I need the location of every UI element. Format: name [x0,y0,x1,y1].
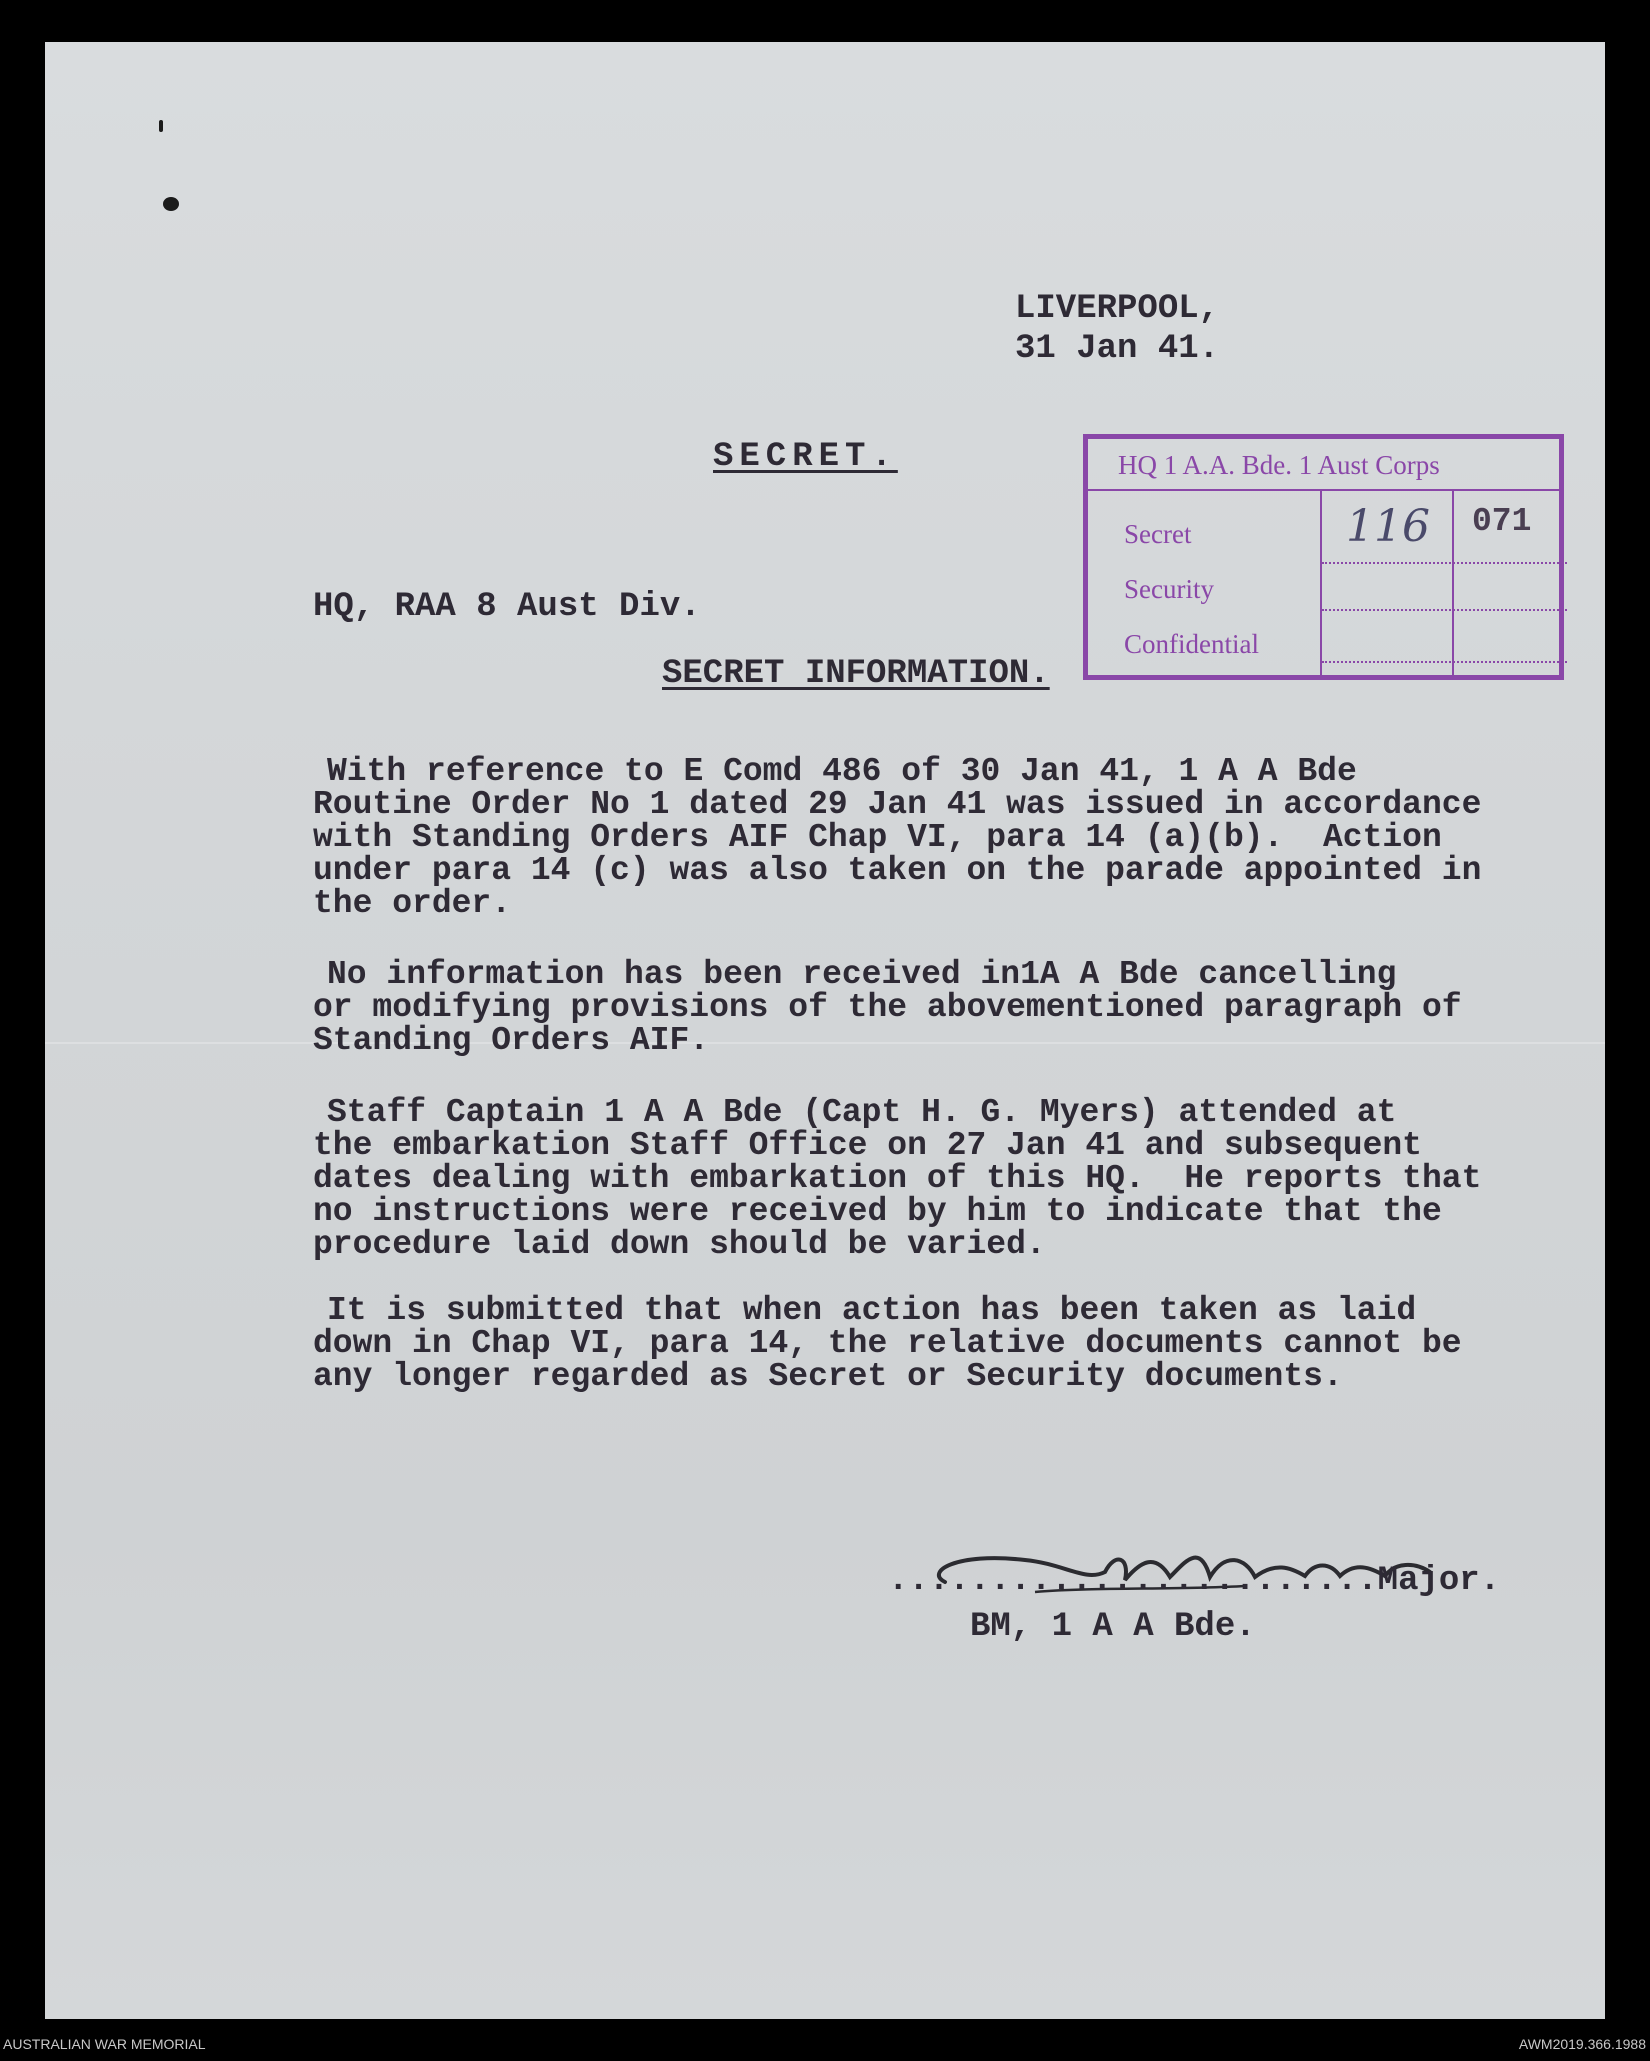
paragraph-line: any longer regarded as Secret or Security documents. [313,1358,1343,1395]
paragraph-line: dates dealing with embarkation of this HQ. He reports that [313,1160,1482,1197]
paragraph-line: procedure laid down should be varied. [313,1226,1046,1263]
letter-date: 31 Jan 41. [1015,330,1220,368]
paragraph-line: the embarkation Staff Office on 27 Jan 41 and subsequent [313,1127,1422,1164]
stamp-label-secret: Secret [1124,519,1192,549]
stamp-divider [1320,491,1322,675]
paragraph-line: with Standing Orders AIF Chap VI, para 14 (a)(b). Action [313,819,1442,856]
stamp-label-confidential: Confidential [1124,629,1259,659]
footer-institution: AUSTRALIAN WAR MEMORIAL [3,2036,206,2052]
stamp-title: HQ 1 A.A. Bde. 1 Aust Corps [1088,439,1559,491]
body-paragraph-4 [313,1292,1547,1395]
paragraph-line: Routine Order No 1 dated 29 Jan 41 was issued in accordance [313,786,1482,823]
stamp-dotted-rule [1322,609,1567,611]
document-page [45,42,1605,2019]
stamp-dotted-rule [1322,661,1567,663]
body-paragraph-2 [313,956,1547,1059]
paragraph-line: Staff Captain 1 A A Bde (Capt H. G. Myers) attended at [327,1094,1397,1131]
stamp-label-security: Security [1124,574,1214,604]
paragraph-line: or modifying provisions of the abovementioned paragraph of [313,989,1462,1026]
registry-stamp [1083,434,1564,680]
addressee: HQ, RAA 8 Aust Div. [313,588,701,626]
footer-accession-number: AWM2019.366.1988 [1518,2036,1646,2052]
stamp-register-number: 071 [1472,503,1532,540]
signature-line: ........................Major. [888,1562,1501,1600]
stamp-divider [1452,491,1454,675]
paragraph-line: No information has been received in1A A Bde cancelling [327,956,1397,993]
signatory-title: BM, 1 A A Bde. [970,1608,1256,1646]
stamp-dotted-rule [1322,562,1567,564]
paper-blemish [163,197,179,211]
classification-heading: SECRET. [713,438,898,476]
subject-heading: SECRET INFORMATION. [662,655,1050,693]
paragraph-line: no instructions were received by him to indicate that the [313,1193,1442,1230]
stamp-handwritten-number: 116 [1346,501,1430,552]
paper-blemish [159,120,163,132]
paragraph-line: down in Chap VI, para 14, the relative documents cannot be [313,1325,1462,1362]
letter-place: LIVERPOOL, [1015,290,1220,328]
paragraph-line: Standing Orders AIF. [313,1022,710,1059]
paragraph-line: With reference to E Comd 486 of 30 Jan 41, 1 A A Bde [327,753,1357,790]
paragraph-line: the order. [313,885,512,922]
paragraph-line: It is submitted that when action has been taken as laid [327,1292,1417,1329]
paragraph-line: under para 14 (c) was also taken on the parade appointed in [313,852,1482,889]
body-paragraph-1 [313,753,1547,922]
body-paragraph-3 [313,1094,1547,1263]
